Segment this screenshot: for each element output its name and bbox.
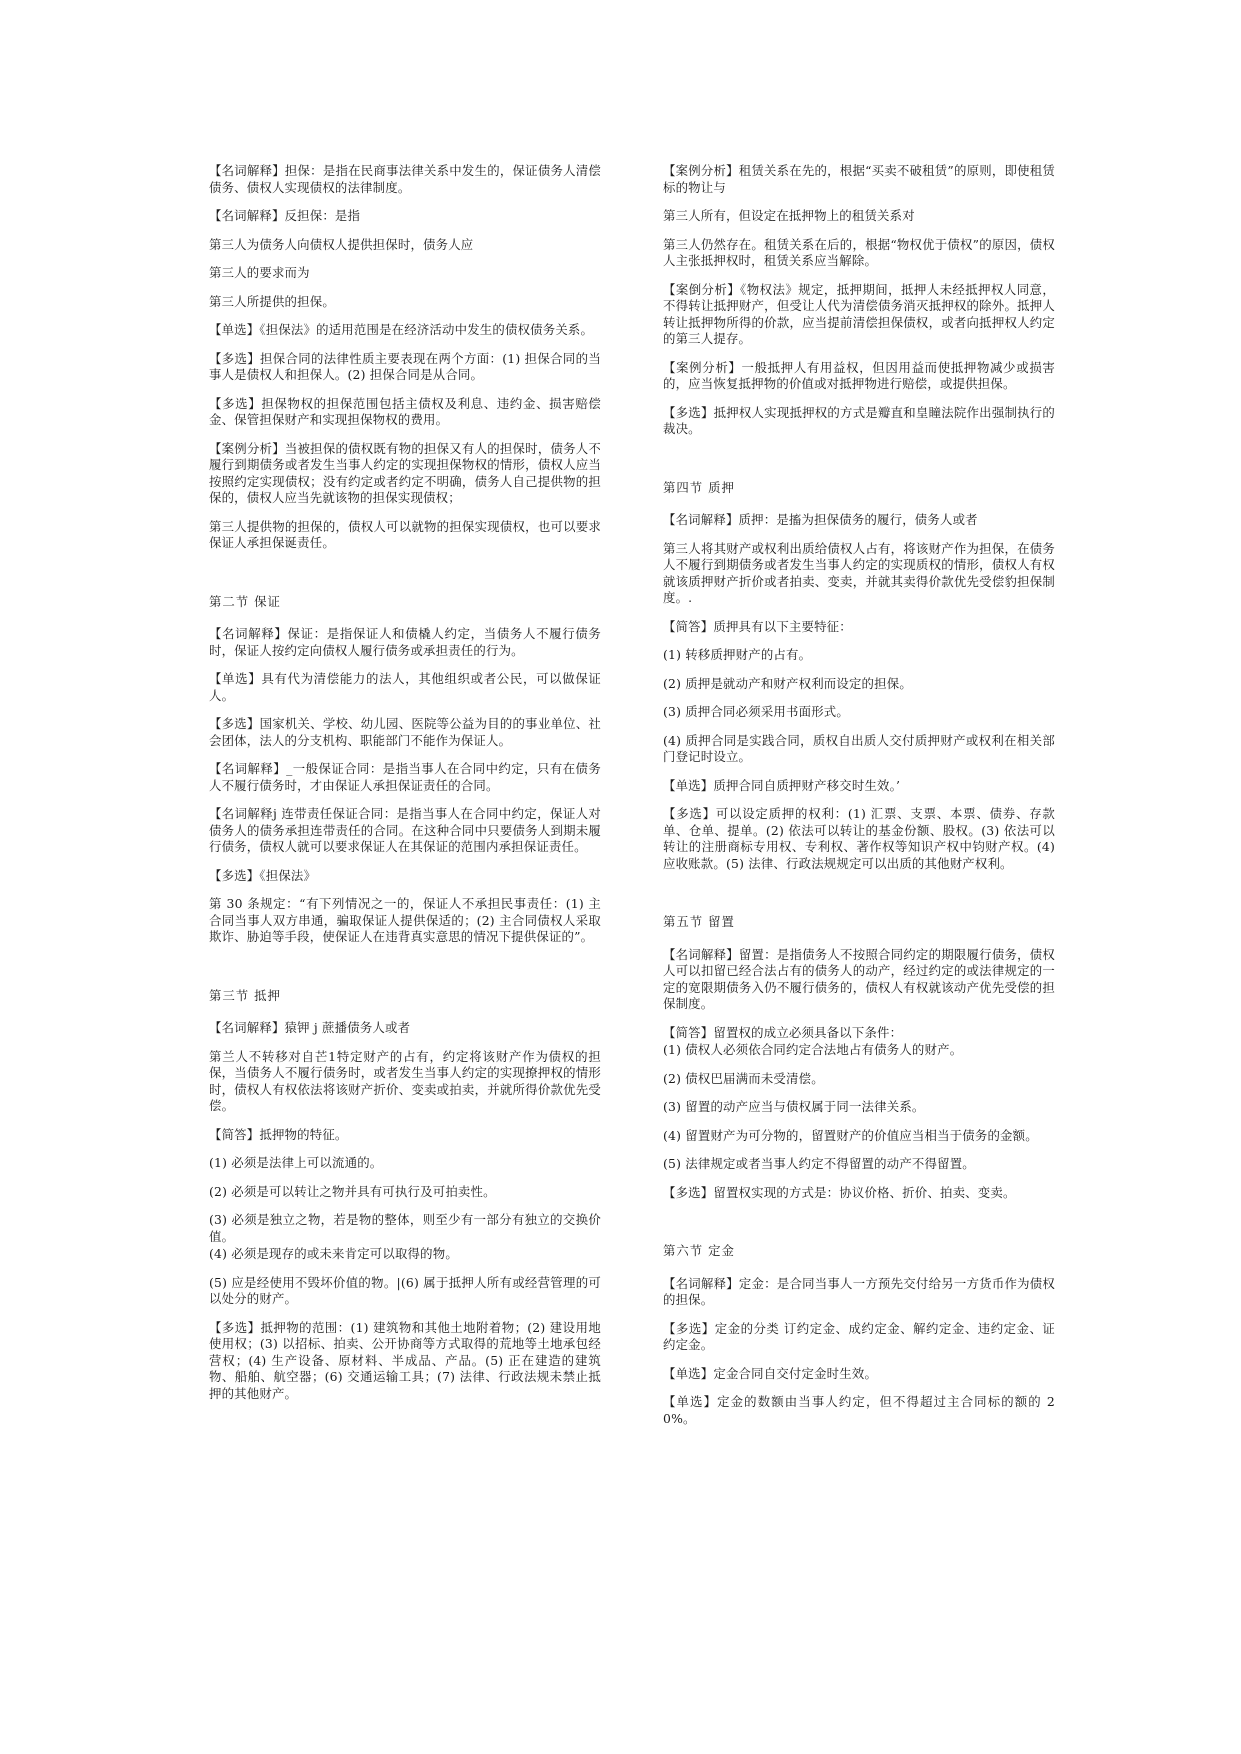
paragraph: 第三人所提供的担保。 bbox=[209, 293, 335, 309]
paragraph: (3) 质押合同必须采用书面形式。 bbox=[663, 704, 849, 719]
paragraph: 【多选】国家机关、学校、幼儿园、医院等公益为目的的事业单位、社会团体，法人的分支机构、职能部门不能作为保证人。 bbox=[209, 716, 601, 748]
paragraph: 【多选】抵押物的范围：(1) 建筑物和其他土地附着物；(2) 建设用地使用权；(3) 以招标、拍卖、公开协商等方式取得的荒地等土地承包经营权；(4) 生产设备、原材料、半成品、产品。(5) 正在建造的建筑物、船舶、航空器；(6) 交通运输工具；(7) 法律、行政法规未禁止抵押的其他财产。 bbox=[209, 1319, 601, 1401]
paragraph: (3) 留置的动产应当与债权属于同一法律关系。 bbox=[663, 1099, 925, 1114]
left-column bbox=[209, 163, 601, 1414]
section-heading: 第二节 保证 bbox=[209, 593, 281, 609]
paragraph: 【名词解释】_一般保证合同：是指当事人在合同中约定，只有在债务人不履行债务时，才由保证人承担保证责任的合同。 bbox=[209, 761, 601, 793]
paragraph: 第三人所有，但设定在抵押物上的租赁关系对 bbox=[663, 208, 915, 223]
paragraph: 【多选】《担保法》 bbox=[209, 867, 317, 883]
paragraph: 【名词解释】反担保：是指 bbox=[209, 208, 361, 223]
paragraph: 【单选】具有代为清偿能力的法人，其他组织或者公民，可以做保证人。 bbox=[209, 671, 601, 703]
paragraph: 第三人为债务人向债权人提供担保时，债务人应 bbox=[209, 236, 474, 252]
paragraph: 【名词解释】猿钾 j 蔗播债务人或者 bbox=[209, 1020, 411, 1035]
paragraph: 【案倒分析】《物权法》规定，抵押期间，抵押人未经抵押权人同意，不得转让抵押财产，但受让人代为清偿债务消灭抵押权的除外。抵押人转让抵押物所得的价款，应当提前清偿担保债权，或者向抵押权人约定的第三人提存。 bbox=[663, 281, 1055, 346]
section-heading: 第五节 留置 bbox=[663, 914, 735, 929]
paragraph: (3) 必须是独立之物，若是物的整体，则至少有一部分有独立的交换价值。 bbox=[209, 1212, 601, 1244]
section-heading: 第三节 抵押 bbox=[209, 987, 281, 1003]
paragraph: (4) 质押合同是实践合同，质权自出质人交付质押财产或权利在相关部门登记时设立。 bbox=[663, 732, 1055, 764]
paragraph: 【多选】可以设定质押的权利：(1) 汇票、支票、本票、债券、存款单、仓单、提单。(2) 依法可以转让的基金份额、股权。(3) 依法可以转让的注册商标专用权、专利权、著作权等知识产权中钧财产权。(4) 应收账款。(5) 法律、行政法规规定可以出质的其他财产权利。 bbox=[663, 806, 1055, 871]
paragraph: 第兰人不转移对自芒1特定财产的占有，约定将该财产作为债权的担保，当债务人不履行债务时，或者发生当事人约定的实现撩押权的情形时，债权人有权依法将该财产折价、变卖或拍卖，并就所得价款优先受偿。 bbox=[209, 1048, 601, 1113]
paragraph: 【名词解释j 连带责任保证合同：是指当事人在合同中约定，保证人对债务人的债务承担连带责任的合同。在这种合同中只要债务人到期未履行债务，债权人就可以要求保证人在其保证的范围内承担保证责任。 bbox=[209, 806, 601, 854]
paragraph: 【多选】留置权实现的方式是：协议价格、折价、拍卖、变卖。 bbox=[663, 1184, 1016, 1200]
paragraph: 【多选】担保物权的担保范围包括主债权及利息、违约金、损害赔偿金、保管担保财产和实现担保物权的费用。 bbox=[209, 395, 601, 427]
paragraph: (1) 必须是法律上可以流通的。 bbox=[209, 1155, 383, 1170]
paragraph: 【简答】质押具有以下主要特征： bbox=[663, 618, 852, 634]
paragraph: 【多选】定金的分类 订约定金、成约定金、解约定金、违约定金、证约定金。 bbox=[663, 1320, 1055, 1352]
paragraph: 【案例分析】当被担保的债权既有物的担保又有人的担保时，债务人不履行到期债务或者发生当事人约定的实现担保物权的情形，债权人应当按照约定实现债权；没有约定或者约定不明确，债务人自己提供物的担保的，债权人应当先就该物的担保实现债权； bbox=[209, 440, 601, 505]
paragraph: (2) 必须是可以转让之物并具有可执行及可拍卖性。 bbox=[209, 1183, 496, 1199]
paragraph: 【名词解释】质押：是搐为担保债务的履行，债务人或者 bbox=[663, 512, 978, 527]
paragraph: 【单选】定金合同自交付定金时生效。 bbox=[663, 1365, 878, 1381]
paragraph: (4) 留置财产为可分物的，留置财产的价值应当相当于债务的金额。 bbox=[663, 1127, 1038, 1143]
paragraph: 第三人将其财产或权利出质给债权人占有，将该财产作为担保，在债务人不履行到期债务或者发生当事人约定的实现质权的情形，债权人有权就该质押财产折价或者拍卖、变卖，并就其卖得价款优先受偿豹担保制度。. bbox=[663, 540, 1055, 605]
paragraph: (5) 法律规定或者当事人约定不得留置的动产不得留置。 bbox=[663, 1156, 975, 1171]
paragraph: 【简答】留置权的成立必须具备以下条件： bbox=[663, 1024, 903, 1040]
paragraph: 【多选】抵押权人实现抵押权的方式是瓣直和皇瞳法院作出强制执行的裁决。 bbox=[663, 404, 1055, 436]
paragraph: 【单选】定金的数额由当事人约定，但不得超过主合同标的额的 20%。 bbox=[663, 1394, 1055, 1426]
paragraph: 【名词解释】定金：是合同当事人一方预先交付给另一方货币作为债权的担保。 bbox=[663, 1275, 1055, 1307]
paragraph: 【名词解释】保证：是指保证人和债橇人约定，当债务人不履行债务时，保证人按约定向债权人履行债务或承担责任的行为。 bbox=[209, 626, 601, 658]
paragraph: 【名词解释】留置：是指债务人不按照合同约定的期限履行债务，债权人可以扣留已经合法占有的债务人的动产，经过约定的或法律规定的一定的宽限期债务入仍不履行债务的，债权人有权就该动产优先受偿的担保制度。 bbox=[663, 946, 1055, 1011]
paragraph: 第三人提供物的担保的，债权人可以就物的担保实现债权，也可以要求保证人承担保诞责任。 bbox=[209, 518, 601, 550]
paragraph: (5) 应是经使用不毁坏价值的物。|(6) 属于抵押人所有或经营管理的可以处分的财产。 bbox=[209, 1274, 601, 1306]
paragraph: 【简答】抵押物的特征。 bbox=[209, 1126, 348, 1142]
paragraph: 【多选】担保合同的法律性质主要表现在两个方面：(1) 担保合同的当事人是债权人和担保人。(2) 担保合同是从合同。 bbox=[209, 350, 601, 382]
paragraph: (2) 质押是就动产和财产权利而设定的担保。 bbox=[663, 675, 912, 691]
section-heading: 第六节 定金 bbox=[663, 1243, 735, 1258]
paragraph: 【名词解释】担保：是指在民商事法律关系中发生的，保证债务人清偿债务、债权人实现债权的法律制度。 bbox=[209, 163, 601, 195]
paragraph: 第 30 条规定：“有下列情况之一的，保证人不承担民事责任：(1) 主合同当事人双方串通，骗取保证人提供保适的；(2) 主合同债权人采取欺诈、胁迫等手段，使保证人在违背真实意思的情况下提供保证的”。 bbox=[209, 896, 601, 944]
paragraph: 【单选】《担保法》的适用范围是在经济活动中发生的债权债务关系。 bbox=[209, 322, 594, 337]
paragraph: 第三人的要求而为 bbox=[209, 265, 310, 280]
section-heading: 第四节 质押 bbox=[663, 479, 735, 495]
paragraph: 【案例分析】租赁关系在先的，根据“买卖不破租赁”的原则，即使租赁标的物让与 bbox=[663, 163, 1055, 195]
paragraph: (1) 债权人必须依合同约定合法地占有债务人的财产。 bbox=[663, 1042, 963, 1057]
paragraph: (4) 必须是现存的或未来肯定可以取得的物。 bbox=[209, 1246, 458, 1261]
right-column bbox=[663, 163, 1055, 1439]
paragraph: (2) 债权巴届满而未受清偿。 bbox=[663, 1070, 824, 1086]
paragraph: 第三人仍然存在。租赁关系在后的，根据“物权优于债权”的原因，债权人主张抵押权时，租赁关系应当解除。 bbox=[663, 236, 1055, 268]
paragraph: 【单选】质押合同自质押财产移交时生效。’ bbox=[663, 777, 901, 793]
paragraph: (1) 转移质押财产的占有。 bbox=[663, 647, 812, 662]
paragraph: 【案例分析】一般抵押人有用益权，但因用益而使抵押物减少或损害的，应当恢复抵押物的价值或对抵押物进行赔偿，或提供担保。 bbox=[663, 359, 1055, 391]
